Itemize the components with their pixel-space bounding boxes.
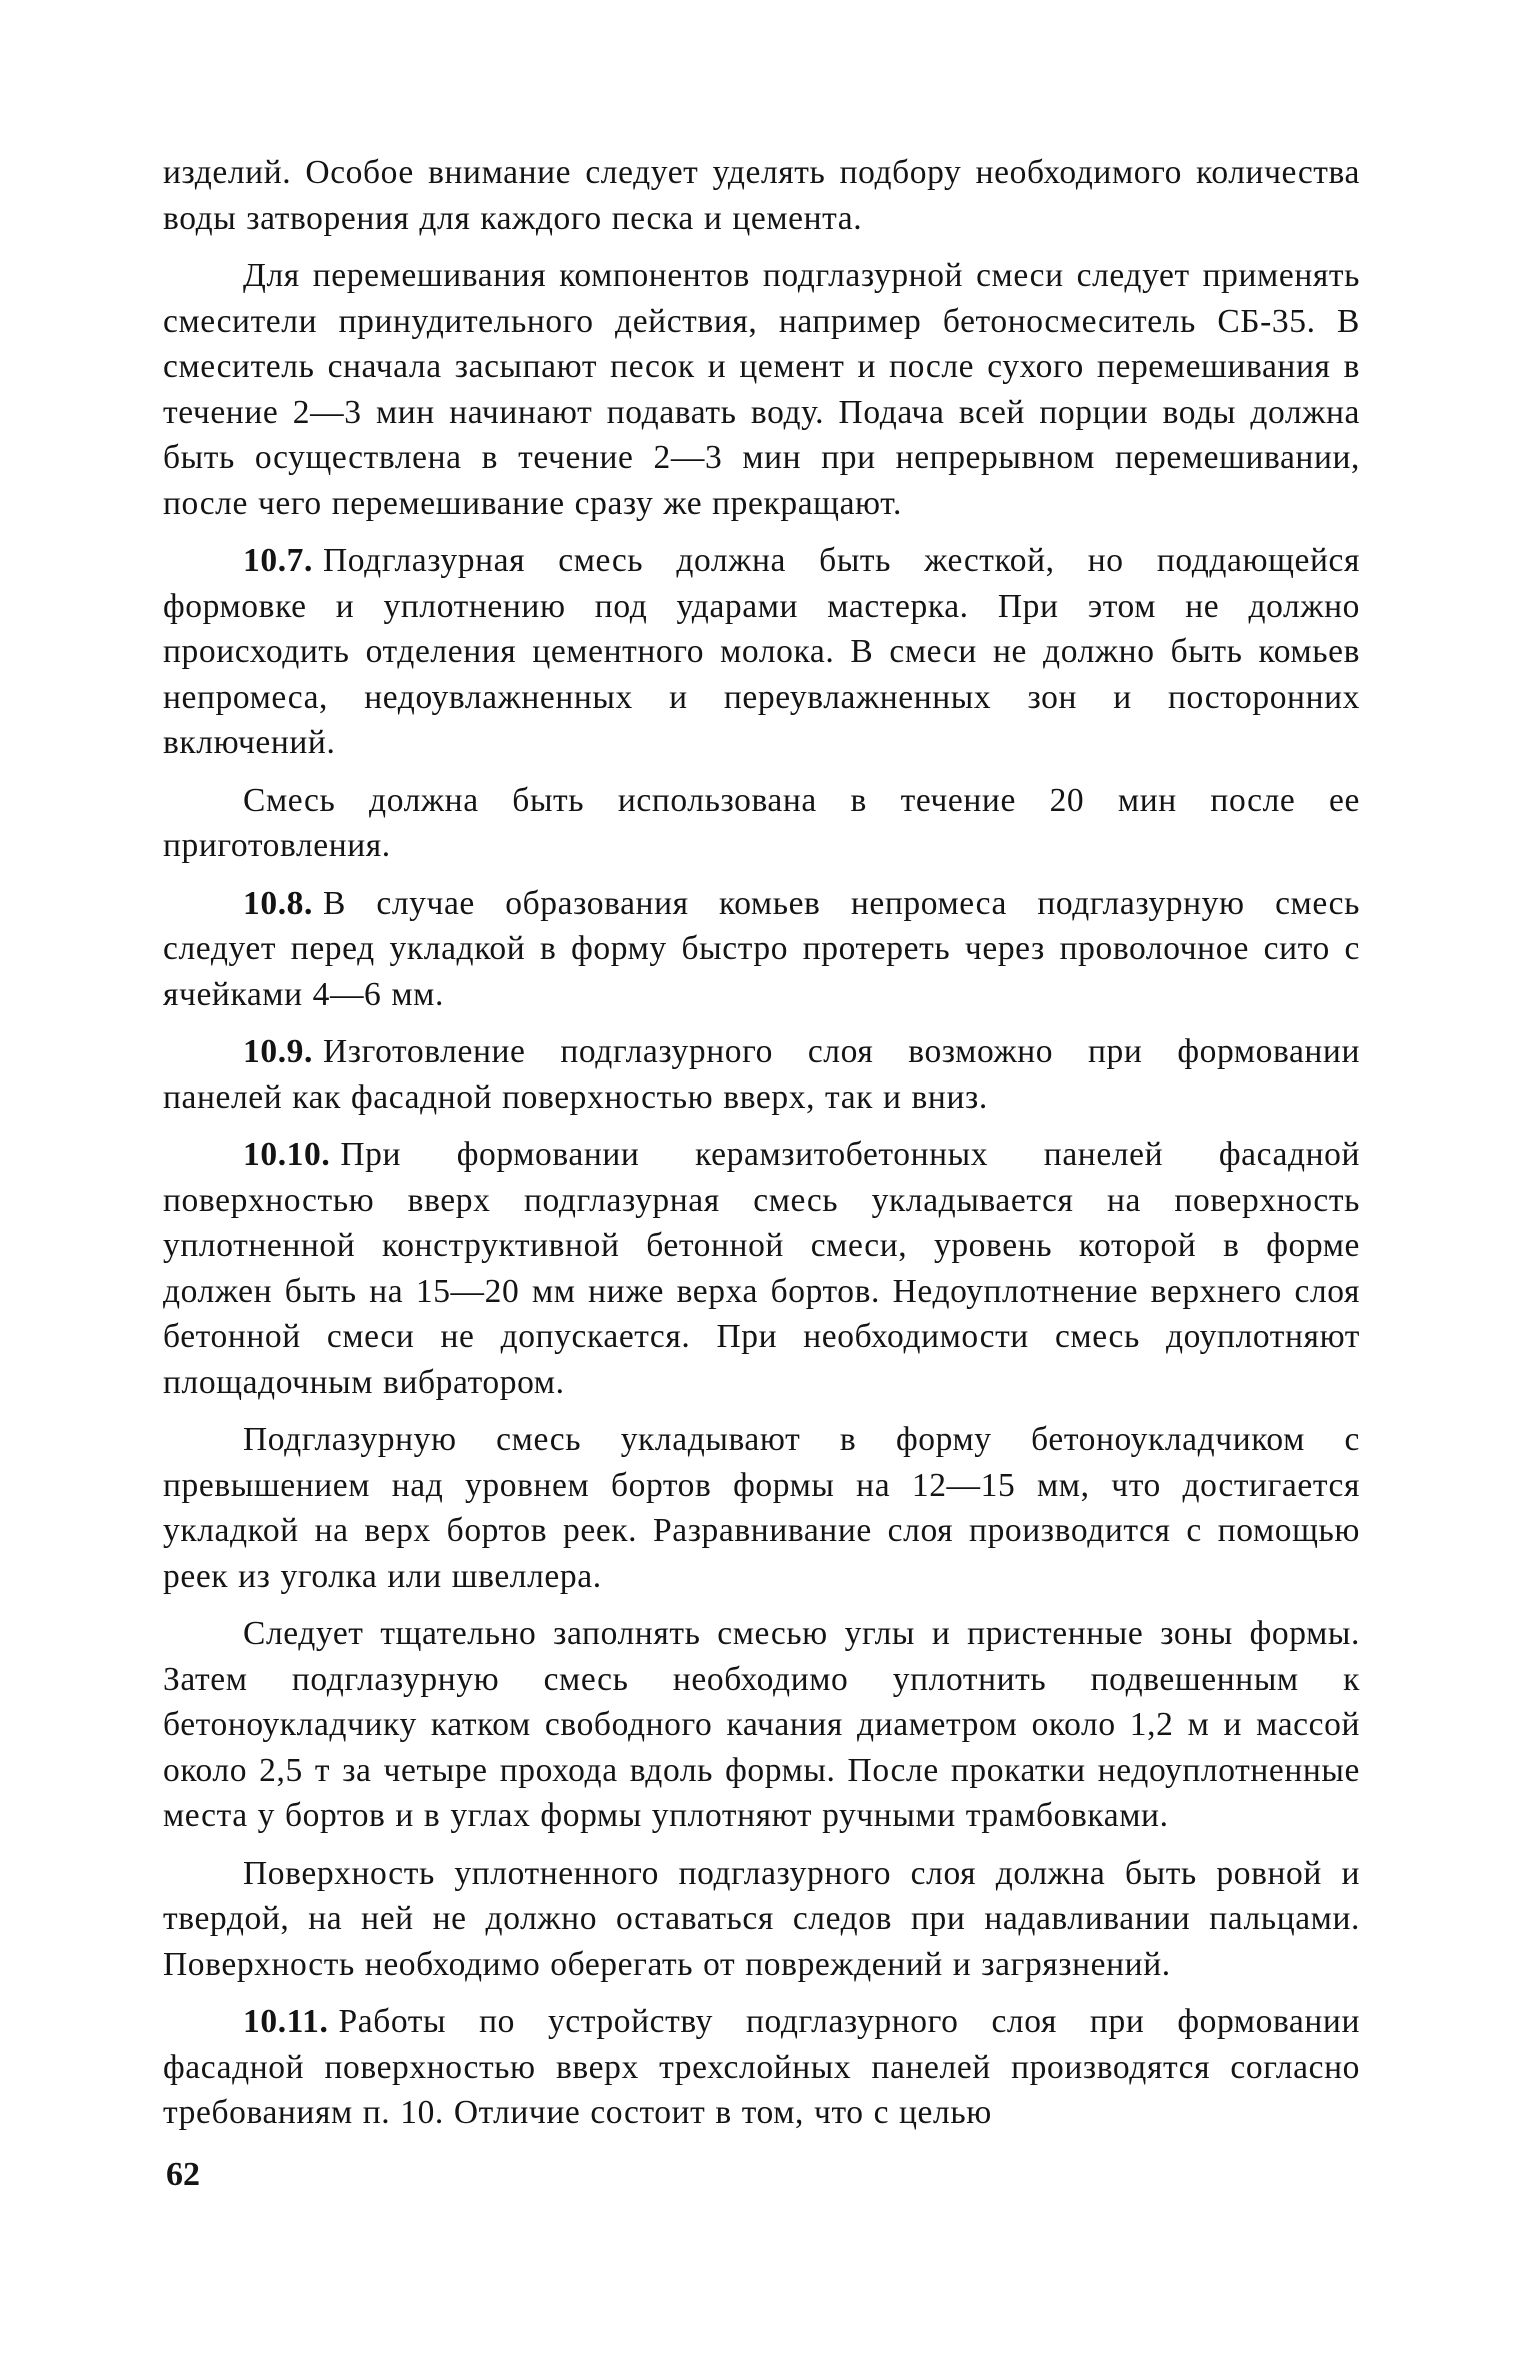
paragraph-corners: Следует тщательно заполнять смесью углы и пристенные зоны формы. Затем подглазурную смесь необходимо уплотнить подвешенным к бетоноукладчику катком свободного качания диаметром около 1,2 м и массой около 2,5 т за четыре прохода вдоль формы. После прокатки недоуплотненные места у бортов и в углах формы уплотняют ручными трамбовками. [163, 1615, 1360, 1834]
paragraph-10-9: 10.9. Изготовление подглазурного слоя возможно при формовании панелей как фасадной поверхностью вверх, так и вниз. [163, 1033, 1360, 1116]
paragraph-continuation: изделий. Особое внимание следует уделять подбору необходимого количества воды затворения для каждого песка и цемента. [163, 154, 1360, 237]
paragraph-number: 10.7. [243, 542, 313, 579]
paragraph-mixing: Для перемешивания компонентов подглазурной смеси следует применять смесители принудительного действия, например бетоносмеситель СБ-35. В смеситель сначала засыпают песок и цемент и после сухого перемешивания в течение 2—3 мин начинают подавать воду. Подача всей порции воды должна быть осуществлена в течение 2—3 мин при непрерывном перемешивании, после чего перемешивание сразу же прекращают. [163, 257, 1360, 522]
paragraph-laying: Подглазурную смесь укладывают в форму бетоноукладчиком с превышением над уровнем бортов формы на 12—15 мм, что достигается укладкой на верх бортов реек. Разравнивание слоя производится с помощью реек из уголка или швеллера. [163, 1421, 1360, 1595]
document-page [163, 150, 1360, 2148]
paragraph-surface: Поверхность уплотненного подглазурного слоя должна быть ровной и твердой, на ней не должно оставаться следов при надавливании пальцами. Поверхность необходимо оберегать от повреждений и загрязнений. [163, 1854, 1360, 1983]
paragraph-usage-time: Смесь должна быть использована в течение 20 мин после ее приготовления. [163, 781, 1360, 864]
paragraph-10-10: 10.10. При формовании керамзитобетонных панелей фасадной поверхностью вверх подглазурная смесь укладывается на поверхность уплотненной конструктивной бетонной смеси, уровень которой в форме должен быть на 15—20 мм ниже верха бортов. Недоуплотнение верхнего слоя бетонной смеси не допускается. При необходимости смесь доуплотняют площадочным вибратором. [163, 1136, 1360, 1401]
paragraph-10-7: 10.7. Подглазурная смесь должна быть жесткой, но поддающейся формовке и уплотнению под ударами мастерка. При этом не должно происходить отделения цементного молока. В смеси не должно быть комьев непромеса, недоувлажненных и переувлажненных зон и посторонних включений. [163, 542, 1360, 761]
paragraph-10-11: 10.11. Работы по устройству подглазурного слоя при формовании фасадной поверхностью вверх трехслойных панелей производятся согласно требованиям п. 10. Отличие состоит в том, что с целью [163, 2003, 1360, 2131]
paragraph-number: 10.8. [243, 884, 313, 922]
paragraph-10-8: 10.8. В случае образования комьев непромеса подглазурную смесь следует перед укладкой в форму быстро протереть через проволочное сито с ячейками 4—6 мм. [163, 884, 1360, 1013]
paragraph-number: 10.11. [243, 2003, 329, 2040]
page-number: 62 [166, 2156, 200, 2193]
paragraph-number: 10.9. [243, 1033, 313, 1070]
paragraph-number: 10.10. [243, 1136, 331, 1173]
